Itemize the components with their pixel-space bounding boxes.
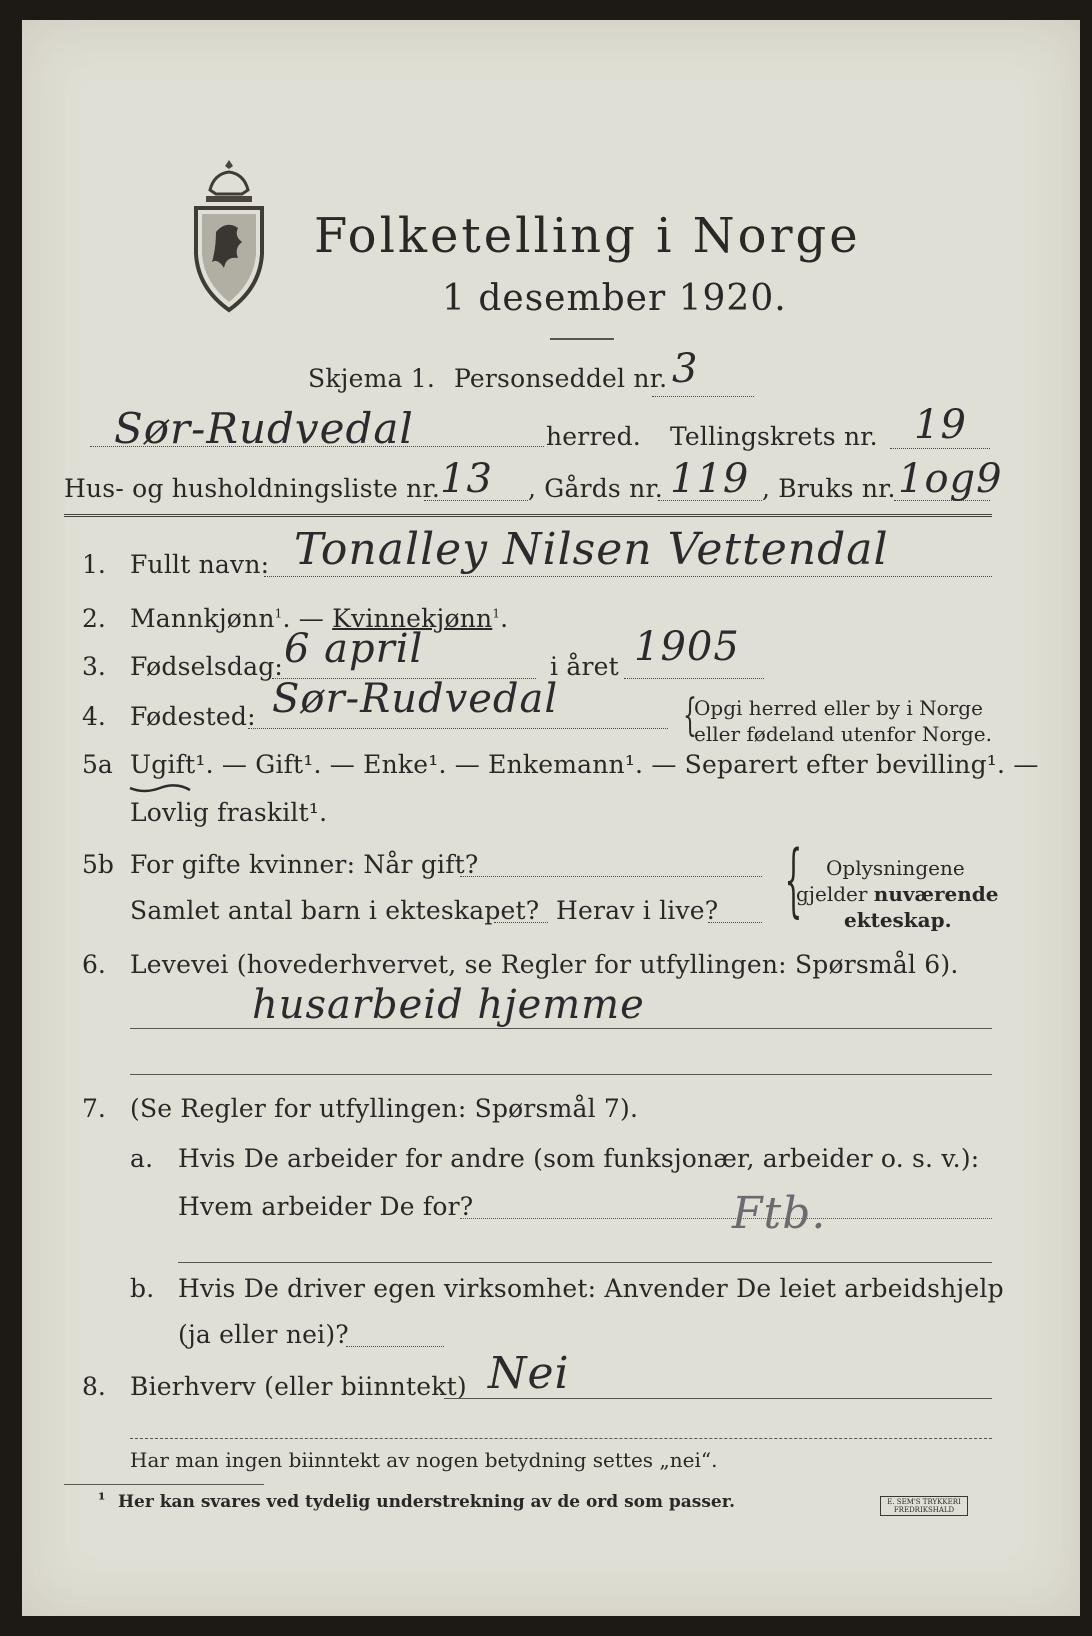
personseddel-value: 3 xyxy=(672,346,699,392)
q5b-children-label: Samlet antal barn i ekteskapet? xyxy=(130,896,540,925)
q5b-line1: For gifte kvinner: Når gift? xyxy=(130,850,479,879)
occupation-line2 xyxy=(130,1074,992,1075)
bruks-label: , Bruks nr. xyxy=(762,474,896,503)
hired-help-line xyxy=(346,1346,444,1347)
children-line xyxy=(494,922,548,923)
alive-line xyxy=(708,922,762,923)
q7-label: (Se Regler for utfyllingen: Spørsmål 7). xyxy=(130,1094,639,1123)
q7b-letter: b. xyxy=(130,1274,155,1303)
q8-label: Bierhverv (eller biinntekt) xyxy=(130,1372,467,1401)
tellingskrets-line xyxy=(890,448,990,449)
form-title: Folketelling i Norge xyxy=(314,208,861,264)
census-date: 1 desember 1920. xyxy=(442,278,787,319)
gards-label: , Gårds nr. xyxy=(528,474,663,503)
q5a-line2: Lovlig fraskilt¹. xyxy=(130,798,328,827)
q5b-note-line1: Oplysningene xyxy=(826,856,965,880)
q5b-brace: { xyxy=(784,833,803,926)
q2-number: 2. xyxy=(82,604,106,633)
q5b-note-gjelder: gjelder xyxy=(796,882,874,906)
census-form-sheet xyxy=(22,20,1080,1616)
q5a-number: 5a xyxy=(82,750,113,779)
full-name-value: Tonalley Nilsen Vettendal xyxy=(294,524,889,575)
q5b-note-line2 xyxy=(796,882,999,906)
herred-label: herred. xyxy=(546,422,641,451)
employer-line1 xyxy=(460,1218,992,1219)
birthplace-value: Sør-Rudvedal xyxy=(272,676,559,722)
herred-value: Sør-Rudvedal xyxy=(114,404,414,453)
footnote-text: Her kan svares ved tydelig understrekning av de ord som passer. xyxy=(118,1492,736,1512)
q5a-line1: Ugift¹. — Gift¹. — Enke¹. — Enkemann¹. — Separert efter bevilling¹. — xyxy=(130,750,1039,779)
employer-line2 xyxy=(178,1262,992,1263)
birth-year-value: 1905 xyxy=(634,624,740,670)
q7a-line1: Hvis De arbeider for andre (som funksjonær, arbeider o. s. v.): xyxy=(178,1144,980,1173)
q4-note-line1: Opgi herred eller by i Norge xyxy=(694,696,983,720)
occupation-line1 xyxy=(130,1028,992,1029)
q6-number: 6. xyxy=(82,950,106,979)
footer-note: Har man ingen biinntekt av nogen betydning settes „nei“. xyxy=(130,1448,718,1472)
header-double-rule xyxy=(64,514,992,517)
gards-value: 119 xyxy=(670,456,750,502)
footnote-mark: ¹ xyxy=(98,1490,106,1510)
q3-number: 3. xyxy=(82,652,106,681)
q1-line xyxy=(264,576,992,577)
personseddel-label: Personseddel nr. xyxy=(454,364,668,393)
birthday-value: 6 april xyxy=(284,626,424,672)
q8-number: 8. xyxy=(82,1372,106,1401)
side-income-value: Nei xyxy=(488,1348,570,1399)
printer-stamp: E. SEM'S TRYKKERI FREDRIKSHALD xyxy=(880,1496,968,1516)
q5b-number: 5b xyxy=(82,850,114,879)
q1-number: 1. xyxy=(82,550,106,579)
birthplace-line xyxy=(248,728,668,729)
q5b-note-nuvaerende: nuværende xyxy=(873,882,999,906)
q2-options: Mannkjønn$^1$. — Kvinnekjønn$^1$. xyxy=(130,604,509,633)
q4-note-line2: eller fødeland utenfor Norge. xyxy=(694,722,992,746)
bruks-value: 1og9 xyxy=(898,456,1003,502)
personseddel-line xyxy=(652,396,754,397)
q7a-letter: a. xyxy=(130,1144,154,1173)
title-divider xyxy=(550,338,614,340)
q3-label: Fødselsdag: xyxy=(130,652,284,681)
tellingskrets-label: Tellingskrets nr. xyxy=(670,422,878,451)
q6-label: Levevei (hovederhvervet, se Regler for utfyllingen: Spørsmål 6). xyxy=(130,950,959,979)
q5b-alive-label: Herav i live? xyxy=(556,896,719,925)
q2-end: . xyxy=(500,604,509,633)
year-line xyxy=(624,678,764,679)
norwegian-coat-of-arms-icon xyxy=(188,156,270,316)
q4-label: Fødested: xyxy=(130,702,256,731)
ugift-mark xyxy=(128,782,192,794)
q7a-line2: Hvem arbeider De for? xyxy=(178,1192,474,1221)
hus-label: Hus- og husholdningsliste nr. xyxy=(64,474,441,503)
q7b-line2: (ja eller nei)? xyxy=(178,1320,349,1349)
q1-label: Fullt navn: xyxy=(130,550,270,579)
occupation-value: husarbeid hjemme xyxy=(252,982,645,1028)
q4-brace: { xyxy=(683,690,697,741)
tellingskrets-value: 19 xyxy=(914,402,967,448)
q4-number: 4. xyxy=(82,702,106,731)
married-date-line xyxy=(460,876,762,877)
q2-separator: . — xyxy=(282,604,333,633)
employer-value: Ftb. xyxy=(732,1188,827,1239)
q5b-note-line3: ekteskap. xyxy=(844,908,952,932)
q7-number: 7. xyxy=(82,1094,106,1123)
female-option: Kvinnekjønn xyxy=(332,604,493,633)
schema-label: Skjema 1. xyxy=(308,364,436,393)
q7b-line1: Hvis De driver egen virksomhet: Anvender De leiet arbeidshjelp xyxy=(178,1274,1004,1303)
male-option: Mannkjønn xyxy=(130,604,275,633)
q8-bottom-line xyxy=(130,1438,992,1439)
year-label: i året xyxy=(550,652,619,681)
hus-value: 13 xyxy=(440,456,493,502)
footnote-rule xyxy=(64,1484,264,1485)
